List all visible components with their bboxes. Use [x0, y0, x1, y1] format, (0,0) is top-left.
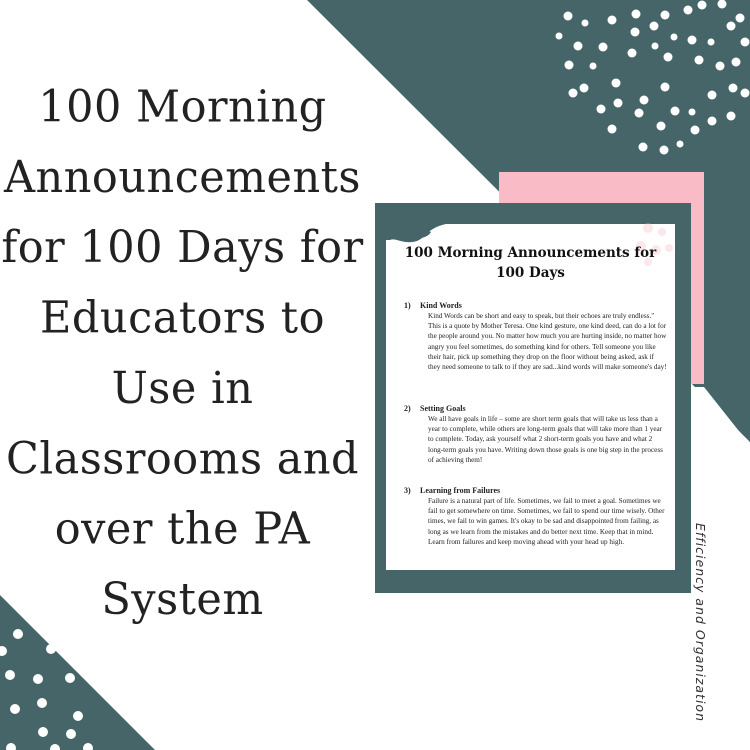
title-line: Educators to: [40, 292, 325, 344]
document-title: 100 Morning Announcements for 100 Days: [404, 245, 657, 281]
section-learning-from-failures: 3) Learning from Failures Failure is a natural part of life. Sometimes, we fail to meet a goal. Sometimes we fail to get somewhere on time. Sometimes, we fail to spend our time wisely. Other times, we fail to win games. It's okay to be sad and disappointed from failing, as long as we learn from the mistakes and do better next time. Keep that in mind. Learn from failures and keep moving ahead with your head up high.: [418, 486, 668, 547]
document-preview: [386, 218, 675, 570]
brand-tagline: Efficiency and Organization: [693, 523, 708, 722]
title-line: Classrooms and: [5, 433, 360, 485]
title-line: for 100 Days for: [1, 222, 364, 274]
section-setting-goals: 2) Setting Goals We all have goals in life – some are short term goals that will take us less than a year to complete, while others are long-term goals that will take more than 1 year to complete. Today, ask yourself what 2 short-term goals you have and what 2 long-term goals you have. Writing down those goals is one big step in the process of achieving them!: [418, 404, 668, 465]
title-line: Use in: [111, 363, 254, 415]
title-line: 100 Morning: [38, 81, 327, 133]
section-body: We all have goals in life – some are short term goals that will take us less than a year to complete, while others are long-term goals that will take more than 1 year to complete. Today, ask yourself what 2 short-term goals you have and what 2 long-term goals you have. Writing down those goals is one big step in the process of achieving them!: [428, 415, 663, 464]
section-kind-words: 1) Kind Words Kind Words can be short and easy to speak, but their echoes are truly endless." This is a quote by Mother Teresa. One kind gesture, one kind deed, can do a lot for the people around you. No matter how much you are hurting inside, no matter how angry you feel sometimes, do something kind for others. Tell someone you like their hair, pick up something they drop on the floor without being asked, ask if they need someone to talk to if they are sad...kind words will make someone's day!: [404, 301, 667, 372]
main-title: [0, 72, 365, 635]
title-line: System: [101, 574, 264, 626]
section-body: Failure is a natural part of life. Sometimes, we fail to meet a goal. Sometimes we fail to get somewhere on time. Sometimes, we fail to spend our time wisely. Other times, we fail to win games. It's okay to be sad and disappointed from failing, as long as we learn from the mistakes and do better next time. Keep that in mind. Learn from failures and keep moving ahead with your head up high.: [428, 497, 665, 546]
title-line: over the PA: [54, 503, 311, 555]
title-line: Announcements: [3, 152, 361, 204]
section-body: Kind Words can be short and easy to speak, but their echoes are truly endless." This is a quote by Mother Teresa. One kind gesture, one kind deed, can do a lot for the people around you. No matter how much you are hurting inside, no matter how angry you feel sometimes, do something kind for others. Tell someone you like their hair, pick up something they drop on the floor without being asked, ask if they need someone to talk to if they are sad...kind words will make someone's day!: [428, 312, 667, 372]
